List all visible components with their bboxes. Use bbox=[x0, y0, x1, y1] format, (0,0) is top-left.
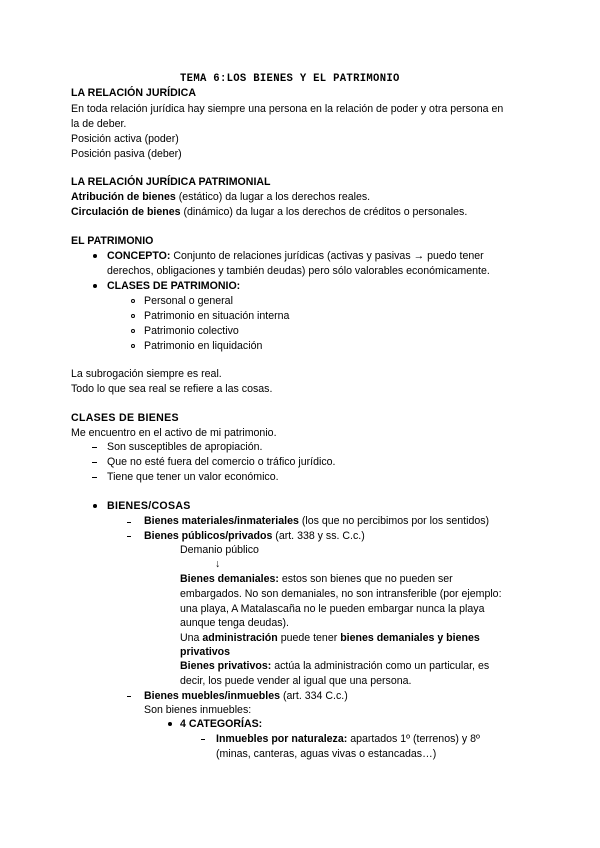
bold-term: CONCEPTO: bbox=[107, 250, 171, 262]
text-span: apartados 1º (terrenos) y 8º bbox=[347, 733, 480, 745]
text-span: Una bbox=[180, 632, 203, 644]
bold-term: administración bbox=[202, 632, 278, 644]
bold-term: bienes demaniales y bienes bbox=[340, 632, 480, 644]
list-item: Patrimonio colectivo bbox=[144, 325, 239, 337]
list-item: Personal o general bbox=[144, 295, 233, 307]
bold-term: Atribución de bienes bbox=[71, 191, 176, 203]
list-item: Patrimonio en liquidación bbox=[144, 340, 263, 352]
paragraph-line: decir, los puede vender al igual que una persona. bbox=[180, 675, 412, 687]
paragraph-line: la de deber. bbox=[71, 118, 127, 130]
heading-clases-bienes: CLASES DE BIENES bbox=[71, 412, 179, 424]
list-item: Son susceptibles de apropiación. bbox=[107, 441, 263, 453]
bullet-icon bbox=[93, 284, 97, 288]
bold-term: Inmuebles por naturaleza: bbox=[216, 733, 348, 745]
bold-term: Bienes públicos/privados bbox=[144, 530, 273, 542]
circle-bullet-icon bbox=[131, 299, 135, 303]
bullet-icon bbox=[93, 504, 97, 508]
bold-term: Bienes demaniales: bbox=[180, 573, 279, 585]
list-item bbox=[144, 514, 489, 528]
text-span: (dinámico) da lugar a los derechos de créditos o personales. bbox=[180, 206, 468, 218]
circle-bullet-icon bbox=[131, 344, 135, 348]
text-span: estos son bienes que no pueden ser bbox=[278, 573, 453, 585]
bullet-item-categorias: 4 CATEGORÍAS: bbox=[180, 718, 263, 730]
paragraph-line: Son bienes inmuebles: bbox=[144, 704, 252, 716]
list-item: Patrimonio en situación interna bbox=[144, 310, 290, 322]
dash-bullet-icon bbox=[92, 447, 97, 448]
paragraph-line: Posición activa (poder) bbox=[71, 133, 179, 145]
dash-bullet-icon bbox=[201, 739, 205, 740]
paragraph-line: Demanio público bbox=[180, 544, 259, 556]
arrow-down-icon: ↓ bbox=[215, 558, 221, 570]
paragraph-line: una playa, A Matalascaña no le pueden embargar nunca la playa bbox=[180, 603, 485, 615]
dash-bullet-icon bbox=[127, 696, 131, 697]
paragraph-line: embargados. No son demaniales, no son intransferible (por ejemplo: bbox=[180, 588, 502, 600]
paragraph-line: privativos bbox=[180, 646, 231, 658]
text-span: puede tener bbox=[277, 632, 341, 644]
dash-bullet-icon bbox=[127, 522, 131, 523]
text-span: (los que no percibimos por los sentidos) bbox=[298, 515, 490, 527]
circle-bullet-icon bbox=[131, 314, 135, 318]
paragraph-line: (minas, canteras, aguas vivas o estancadas…) bbox=[216, 748, 437, 760]
paragraph-line: En toda relación jurídica hay siempre una persona en la relación de poder y otra persona en bbox=[71, 103, 504, 115]
paragraph-line: derechos, obligaciones y también deudas) pero sólo valorables económicamente. bbox=[107, 265, 490, 277]
heading-relacion-patrimonial: LA RELACIÓN JURÍDICA PATRIMONIAL bbox=[71, 176, 271, 188]
circle-bullet-icon bbox=[131, 329, 135, 333]
bullet-icon bbox=[93, 254, 97, 258]
paragraph-line bbox=[180, 659, 489, 673]
list-item: Tiene que tener un valor económico. bbox=[107, 471, 279, 483]
paragraph-line: Posición pasiva (deber) bbox=[71, 148, 182, 160]
text-span: (art. 338 y ss. C.c.) bbox=[272, 530, 365, 542]
heading-relacion-juridica: LA RELACIÓN JURÍDICA bbox=[71, 87, 196, 99]
bullet-item-clases: CLASES DE PATRIMONIO: bbox=[107, 280, 241, 292]
text-span: (art. 334 C.c.) bbox=[280, 690, 348, 702]
bold-term: Bienes materiales/inmateriales bbox=[144, 515, 299, 527]
dash-bullet-icon bbox=[127, 536, 131, 537]
heading-patrimonio: EL PATRIMONIO bbox=[71, 235, 154, 247]
document-title: TEMA 6:LOS BIENES Y EL PATRIMONIO bbox=[180, 73, 400, 85]
text-span: Conjunto de relaciones jurídicas (activas y pasivas → puedo tener bbox=[170, 250, 484, 262]
list-item bbox=[144, 529, 365, 543]
bullet-item-concepto bbox=[107, 249, 484, 263]
bullet-item-bienes-cosas: BIENES/COSAS bbox=[107, 500, 191, 512]
list-item bbox=[144, 689, 348, 703]
paragraph-line bbox=[180, 631, 480, 645]
bold-term: Circulación de bienes bbox=[71, 206, 181, 218]
list-item: Que no esté fuera del comercio o tráfico jurídico. bbox=[107, 456, 336, 468]
paragraph-line: Me encuentro en el activo de mi patrimonio. bbox=[71, 427, 277, 439]
bold-term: Bienes privativos: bbox=[180, 660, 272, 672]
dash-bullet-icon bbox=[92, 477, 97, 478]
text-span: actúa la administración como un particular, es bbox=[271, 660, 490, 672]
dash-bullet-icon bbox=[92, 462, 97, 463]
paragraph-line bbox=[71, 205, 467, 219]
paragraph-line: La subrogación siempre es real. bbox=[71, 368, 222, 380]
list-item bbox=[216, 732, 480, 746]
paragraph-line: aunque tenga deudas). bbox=[180, 617, 289, 629]
bold-term: Bienes muebles/inmuebles bbox=[144, 690, 281, 702]
paragraph-line: Todo lo que sea real se refiere a las cosas. bbox=[71, 383, 273, 395]
paragraph-line bbox=[71, 190, 370, 204]
bullet-icon bbox=[168, 722, 172, 726]
paragraph-line bbox=[180, 572, 453, 586]
text-span: (estático) da lugar a los derechos reales. bbox=[175, 191, 371, 203]
